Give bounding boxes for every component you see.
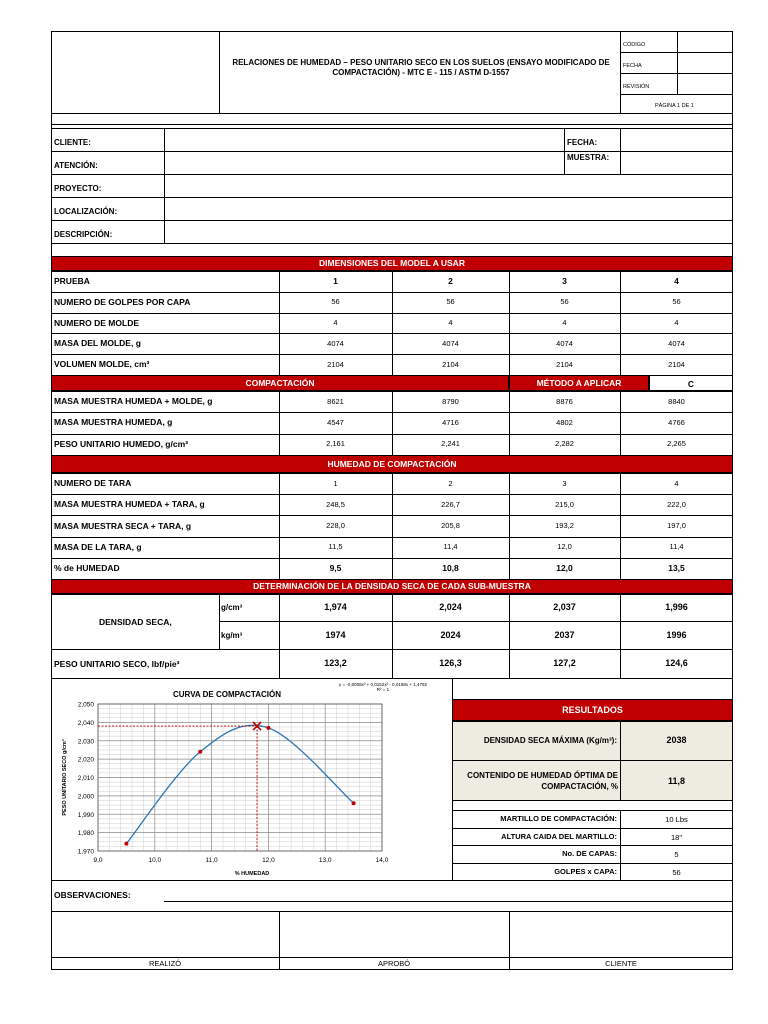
trendline-r2: R² = 1 (376, 687, 390, 692)
y-tick-label: 1,980 (77, 830, 94, 838)
table-cell: 2104 (442, 359, 459, 369)
table-cell: 205,8 (441, 521, 460, 530)
table-cell: 4766 (668, 417, 685, 427)
data-point (352, 801, 356, 805)
descripcion-label: DESCRIPCIÓN: (54, 230, 113, 239)
atencion-label: ATENCIÓN: (54, 161, 98, 170)
result-param-value: 5 (674, 850, 679, 859)
row-label: PRUEBA (54, 275, 90, 286)
table-cell: 4 (562, 318, 567, 327)
table-cell: 3 (562, 276, 567, 287)
table-cell: 4074 (442, 338, 459, 348)
y-tick-label: 1,990 (77, 811, 94, 819)
trendline-equation: y = -0,0008x³ + 0,0152x² - 0,0188x + 1,4792 (339, 682, 427, 687)
result-param-label: GOLPES x CAPA: (554, 866, 617, 876)
densidad-cell: 1974 (325, 630, 346, 640)
table-cell: 4074 (668, 338, 685, 348)
dimensiones-header: DIMENSIONES DEL MODEL A USAR (51, 256, 733, 271)
cliente-label: CLIENTE: (54, 138, 91, 147)
result-param-label: MARTILLO DE COMPACTACIÓN: (500, 814, 617, 823)
densidad-cell: 123,2 (324, 658, 347, 668)
densidad-cell: 126,3 (439, 658, 462, 668)
densidad-cell: 2,024 (439, 602, 462, 612)
x-tick-label: 9,0 (93, 857, 103, 864)
table-cell: 8621 (327, 396, 344, 406)
data-point (124, 842, 128, 846)
y-tick-label: 2,010 (77, 775, 94, 782)
table-cell: 56 (672, 297, 681, 307)
compaction-curve-chart (52, 679, 452, 879)
x-tick-label: 14,0 (375, 857, 389, 864)
localizacion-label: LOCALIZACIÓN: (54, 207, 118, 216)
table-cell: 4 (674, 276, 679, 287)
compaction-curve (126, 725, 353, 843)
result-param-value: 56 (672, 867, 681, 877)
table-cell: 222,0 (667, 499, 686, 509)
x-tick-label: 13,0 (318, 857, 332, 864)
table-cell: 2 (448, 478, 453, 488)
result-param-label: ALTURA CAIDA DEL MARTILLO: (501, 831, 617, 841)
x-tick-label: 12,0 (262, 857, 275, 864)
table-cell: 248,5 (326, 499, 345, 509)
observaciones-label: OBSERVACIONES: (54, 890, 131, 900)
densidad-maxima-label: DENSIDAD SECA MÁXIMA (Kg/m³): (483, 736, 617, 745)
metodo-value: C (649, 375, 733, 391)
chart-title: CURVA DE COMPACTACIÓN (173, 690, 281, 699)
table-cell: 8790 (442, 396, 459, 406)
table-cell: 56 (446, 297, 455, 307)
table-cell: 12,0 (557, 542, 572, 552)
row-label: MASA MUESTRA HUMEDA + MOLDE, g (54, 396, 213, 407)
table-cell: 2104 (327, 359, 344, 369)
table-cell: 2 (448, 276, 453, 287)
muestra-label: MUESTRA: (567, 153, 610, 162)
unit-kgm3: kg/m³ (221, 631, 243, 640)
table-cell: 4547 (327, 417, 344, 427)
result-param-value: 10 Lbs (665, 815, 688, 824)
table-cell: 4716 (442, 417, 459, 427)
humedad-optima-label: CONTENIDO DE HUMEDAD ÓPTIMA DE COMPACTACIÓN, % (467, 771, 618, 791)
row-label: MASA MUESTRA SECA + TARA, g (54, 520, 192, 531)
y-tick-label: 2,040 (77, 719, 94, 727)
row-label: NUMERO DE MOLDE (54, 317, 139, 328)
x-tick-label: 11,0 (205, 857, 218, 864)
densidad-cell: 127,2 (553, 658, 576, 668)
table-cell: 4074 (556, 338, 573, 348)
densidad-seca-label: DENSIDAD SECA, (99, 617, 172, 627)
table-cell: 197,0 (667, 521, 686, 530)
table-cell: 193,2 (555, 521, 574, 530)
document-title: RELACIONES DE HUMEDAD – PESO UNITARIO SECO EN LOS SUELOS (ENSAYO MODIFICADO DE COMPACTACIÓN) - MTC E - 115 / ASTM D-1557 (232, 58, 610, 77)
row-label: PESO UNITARIO HUMEDO, g/cm³ (54, 438, 188, 449)
data-point (266, 726, 270, 730)
y-tick-label: 2,020 (77, 756, 94, 764)
table-cell: 3 (562, 478, 567, 488)
resultados-header: RESULTADOS (452, 699, 733, 721)
table-cell: 215,0 (555, 499, 574, 509)
row-label: NUMERO DE GOLPES POR CAPA (54, 296, 191, 307)
table-cell: 4074 (327, 338, 344, 348)
table-cell: 4 (674, 318, 679, 327)
row-label: VOLUMEN MOLDE, cm³ (54, 359, 150, 370)
table-cell: 9,5 (329, 563, 342, 574)
compactacion-header: COMPACTACIÓN (51, 375, 509, 391)
y-tick-label: 2,000 (77, 793, 94, 801)
revision-label: REVISIÓN (623, 84, 650, 90)
densidad-cell: 2,037 (553, 602, 576, 612)
humedad-header: HUMEDAD DE COMPACTACIÓN (51, 455, 733, 473)
table-cell: 11,4 (669, 542, 684, 552)
unit-gcm3: g/cm³ (221, 603, 243, 612)
x-tick-label: 10,0 (148, 857, 162, 864)
realizo-label: REALIZÓ (148, 959, 182, 968)
densidad-cell: 1,974 (324, 602, 347, 612)
densidad-cell: 1,996 (665, 602, 688, 612)
table-cell: 1 (333, 276, 338, 287)
densidad-cell: 1996 (666, 630, 687, 640)
peso-unitario-seco-label: PESO UNITARIO SECO, lbf/pie³ (54, 659, 180, 669)
table-cell: 4 (333, 318, 338, 327)
page-number: PÁGINA 1 DE 1 (655, 103, 694, 109)
metodo-header: MÉTODO A APLICAR (509, 375, 649, 391)
y-tick-label: 2,050 (77, 701, 94, 709)
densidad-cell: 124,6 (665, 658, 688, 668)
table-cell: 2,265 (667, 439, 686, 449)
table-cell: 8840 (668, 396, 685, 406)
table-cell: 56 (560, 297, 569, 307)
table-cell: 12,0 (556, 563, 573, 574)
humedad-optima-value: 11,8 (667, 776, 686, 786)
table-cell: 4802 (556, 417, 573, 427)
y-tick-label: 2,030 (77, 738, 94, 746)
densidad-maxima-value: 2038 (666, 735, 687, 745)
fecha-label: FECHA (623, 63, 642, 69)
row-label: % de HUMEDAD (54, 562, 120, 573)
fecha-field-label: FECHA: (567, 138, 598, 147)
y-tick-label: 1,970 (77, 848, 94, 856)
aprobo-label: APROBÓ (377, 959, 411, 968)
table-cell: 1 (333, 478, 338, 488)
result-param-value: 18" (670, 832, 682, 842)
cliente-signature-label: CLIENTE (605, 959, 637, 968)
table-cell: 11,5 (328, 542, 343, 552)
x-axis-label: % HUMEDAD (234, 871, 270, 877)
table-cell: 226,7 (441, 499, 460, 509)
table-cell: 2,241 (441, 439, 460, 449)
data-point (198, 750, 202, 754)
table-cell: 4 (674, 478, 679, 488)
codigo-label: CÓDIGO (623, 42, 646, 48)
table-cell: 2104 (556, 359, 573, 369)
table-cell: 228,0 (326, 521, 345, 530)
row-label: MASA MUESTRA HUMEDA + TARA, g (54, 499, 205, 510)
result-param-label: No. DE CAPAS: (562, 849, 617, 858)
table-cell: 10,8 (442, 563, 459, 574)
table-cell: 2,161 (326, 439, 345, 449)
table-cell: 56 (331, 297, 340, 307)
table-cell: 11,4 (443, 542, 458, 552)
densidad-header: DETERMINACIÓN DE LA DENSIDAD SECA DE CADA SUB-MUESTRA (51, 579, 733, 594)
proyecto-label: PROYECTO: (54, 184, 102, 193)
table-cell: 2104 (668, 359, 685, 369)
row-label: MASA DEL MOLDE, g (54, 338, 141, 349)
table-cell: 4 (448, 318, 453, 327)
densidad-cell: 2024 (440, 630, 461, 640)
row-label: MASA MUESTRA HUMEDA, g (54, 417, 173, 428)
row-label: MASA DE LA TARA, g (54, 541, 142, 552)
densidad-cell: 2037 (554, 630, 575, 640)
y-axis-label: PESO UNITARIO SECO g/cm³ (62, 739, 68, 816)
table-cell: 13,5 (668, 563, 685, 574)
table-cell: 2,282 (555, 439, 574, 449)
table-cell: 8876 (556, 396, 573, 406)
row-label: NUMERO DE TARA (54, 478, 132, 489)
